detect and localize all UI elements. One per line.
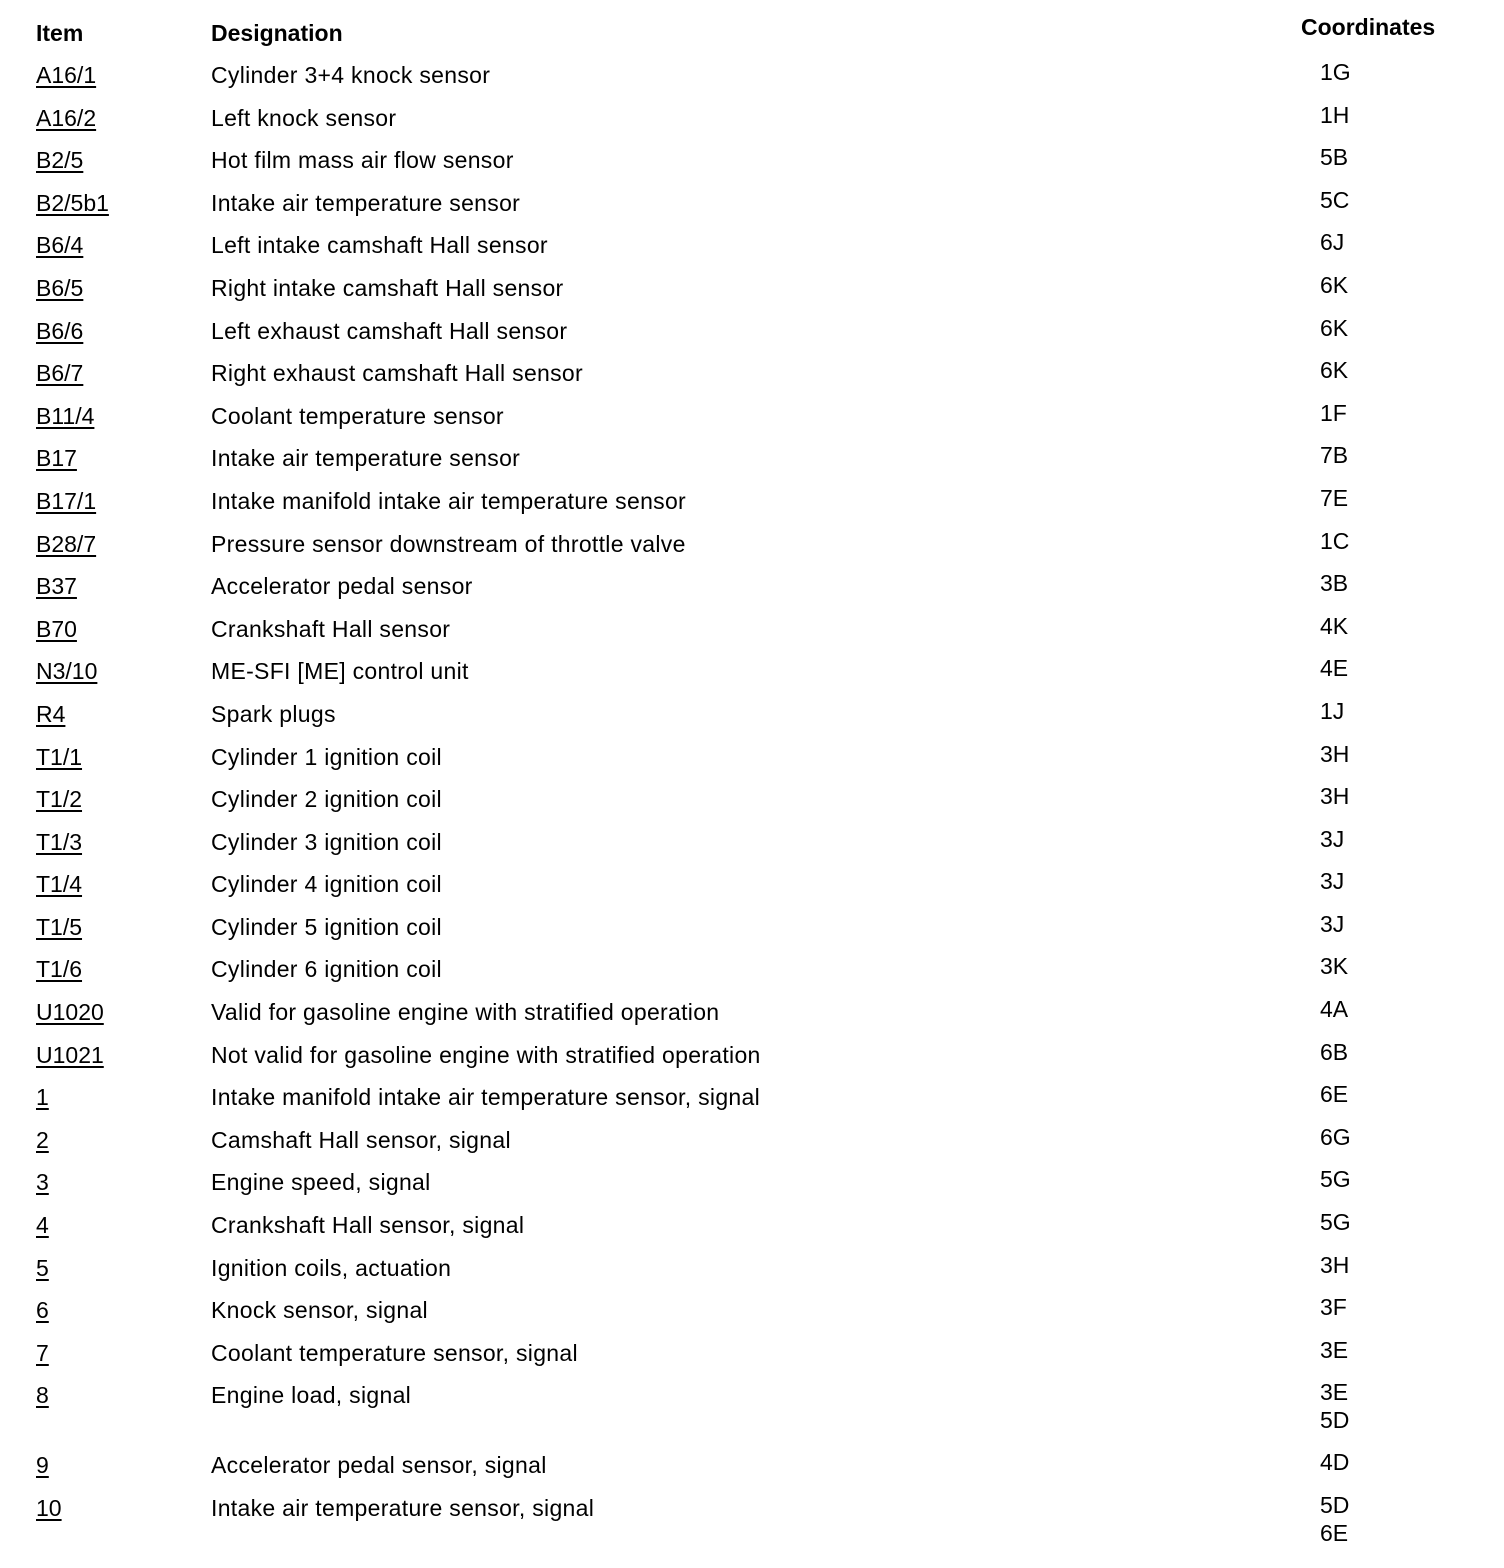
table-row xyxy=(0,1332,1504,1375)
table-row xyxy=(0,523,1504,566)
coordinate-value: 6J xyxy=(1320,229,1345,256)
table-row xyxy=(0,224,1504,267)
coordinate-value: 6G xyxy=(1320,1123,1351,1150)
item-link[interactable]: B70 xyxy=(36,615,77,642)
coordinate-value: 7E xyxy=(1320,484,1349,511)
item-link[interactable]: T1/5 xyxy=(36,913,83,940)
item-link[interactable]: 2 xyxy=(36,1126,49,1153)
table-row xyxy=(0,395,1504,438)
coordinates-cell xyxy=(1320,867,1344,895)
item-link[interactable]: B11/4 xyxy=(36,402,95,429)
coordinates-cell xyxy=(1320,186,1349,214)
designation-text: Pressure sensor downstream of throttle valve xyxy=(211,530,686,557)
table-row xyxy=(0,778,1504,821)
table-row xyxy=(0,480,1504,523)
coordinate-value: 3J xyxy=(1320,825,1345,852)
designation-text: Right intake camshaft Hall sensor xyxy=(211,274,564,301)
designation-text: Cylinder 3+4 knock sensor xyxy=(211,62,491,88)
designation-text: Ignition coils, actuation xyxy=(211,1254,452,1281)
coordinates-cell xyxy=(1320,910,1344,938)
designation-text: Crankshaft Hall sensor, signal xyxy=(211,1212,525,1239)
coordinate-value: 3H xyxy=(1320,783,1350,810)
coordinate-value: 5G xyxy=(1320,1209,1351,1236)
coordinate-value: 3H xyxy=(1320,740,1350,767)
table-row xyxy=(0,693,1504,736)
item-link[interactable]: 9 xyxy=(36,1452,49,1479)
table-row xyxy=(0,948,1504,991)
coordinates-cell xyxy=(1320,1491,1349,1547)
coordinates-cell xyxy=(1320,101,1349,129)
coordinate-value: 1C xyxy=(1320,527,1350,554)
designation-text: Not valid for gasoline engine with stratified operation xyxy=(211,1041,761,1068)
designation-text: Intake manifold intake air temperature sensor xyxy=(211,487,687,514)
coordinate-value: 6E xyxy=(1320,1081,1349,1108)
item-link[interactable]: B6/7 xyxy=(36,360,84,387)
table-row xyxy=(0,1204,1504,1247)
coordinate-value: 3B xyxy=(1320,570,1349,597)
coordinate-value: 5D xyxy=(1320,1407,1350,1434)
coordinates-cell xyxy=(1320,527,1349,555)
designation-text: Cylinder 6 ignition coil xyxy=(211,956,442,983)
item-link[interactable]: B6/5 xyxy=(36,274,84,301)
coordinate-value: 4D xyxy=(1320,1449,1350,1476)
designation-text: Engine load, signal xyxy=(211,1382,412,1409)
table-row xyxy=(0,1487,1504,1557)
coordinate-value: 3E xyxy=(1320,1336,1349,1363)
coordinates-cell xyxy=(1320,58,1351,86)
item-link[interactable]: 8 xyxy=(36,1382,49,1409)
coordinate-value: 4K xyxy=(1320,612,1349,639)
coordinate-value: 6B xyxy=(1320,1038,1349,1065)
coordinate-value: 7B xyxy=(1320,442,1349,469)
coordinates-cell xyxy=(1320,1038,1348,1066)
designation-text: Spark plugs xyxy=(211,700,336,727)
designation-text: Knock sensor, signal xyxy=(211,1297,428,1324)
coordinates-cell xyxy=(1320,952,1348,980)
coordinate-value: 3K xyxy=(1320,953,1349,980)
coordinates-cell xyxy=(1320,995,1348,1023)
table-row xyxy=(0,1444,1504,1487)
coordinate-value: 1G xyxy=(1320,59,1351,85)
designation-text: Intake manifold intake air temperature sensor, signal xyxy=(211,1084,761,1111)
table-header xyxy=(0,0,1504,60)
header-item: Item xyxy=(36,20,84,46)
item-link[interactable]: R4 xyxy=(36,700,66,727)
designation-text: Coolant temperature sensor, signal xyxy=(211,1339,578,1366)
coordinates-cell xyxy=(1320,1123,1351,1151)
table-row xyxy=(0,182,1504,225)
designation-text: Intake air temperature sensor xyxy=(211,189,521,216)
designation-text: Intake air temperature sensor xyxy=(211,445,521,472)
coordinates-cell xyxy=(1320,271,1348,299)
coordinate-value: 6K xyxy=(1320,271,1349,298)
item-link[interactable]: 7 xyxy=(36,1339,49,1366)
coordinate-value: 5D xyxy=(1320,1492,1350,1518)
designation-text: Coolant temperature sensor xyxy=(211,402,504,429)
table-row xyxy=(0,608,1504,651)
table-row xyxy=(0,437,1504,480)
coordinate-value: 4A xyxy=(1320,996,1349,1023)
item-link[interactable]: 1 xyxy=(36,1084,49,1111)
designation-text: Accelerator pedal sensor xyxy=(211,573,473,600)
item-link[interactable]: U1021 xyxy=(36,1041,104,1068)
table-row xyxy=(0,1247,1504,1290)
header-designation: Designation xyxy=(211,20,343,46)
table-row xyxy=(0,650,1504,693)
coordinate-value: 1F xyxy=(1320,399,1347,426)
table-row xyxy=(0,863,1504,906)
item-link[interactable]: 5 xyxy=(36,1254,49,1281)
item-link[interactable]: 3 xyxy=(36,1169,49,1196)
coordinate-value: 1H xyxy=(1320,101,1350,128)
item-link[interactable]: B6/6 xyxy=(36,317,84,344)
item-link[interactable]: U1020 xyxy=(36,999,104,1026)
item-link[interactable]: T1/4 xyxy=(36,871,83,898)
table-row xyxy=(0,1034,1504,1077)
coordinates-cell xyxy=(1320,782,1349,810)
coordinate-value: 3F xyxy=(1320,1294,1347,1321)
coordinate-value: 5B xyxy=(1320,144,1349,171)
coordinates-cell xyxy=(1320,1165,1351,1193)
table-row xyxy=(0,1119,1504,1162)
coordinates-cell xyxy=(1320,654,1348,682)
table-row xyxy=(0,991,1504,1034)
item-link[interactable]: T1/1 xyxy=(36,743,83,770)
coordinate-value: 3J xyxy=(1320,868,1345,895)
table-row xyxy=(0,821,1504,864)
coordinates-cell xyxy=(1320,143,1348,171)
coordinates-cell xyxy=(1320,740,1349,768)
table-row xyxy=(0,1289,1504,1332)
coordinates-cell xyxy=(1320,1293,1347,1321)
designation-text: Left exhaust camshaft Hall sensor xyxy=(211,317,568,344)
item-link[interactable]: N3/10 xyxy=(36,658,98,685)
table-row xyxy=(0,565,1504,608)
table-row xyxy=(0,310,1504,353)
item-link[interactable]: 4 xyxy=(36,1212,49,1239)
coordinates-cell xyxy=(1320,612,1348,640)
coordinate-value: 6K xyxy=(1320,314,1349,341)
designation-text: Right exhaust camshaft Hall sensor xyxy=(211,360,583,387)
table-row xyxy=(0,97,1504,140)
table-row xyxy=(0,54,1504,97)
designation-text: Valid for gasoline engine with stratified operation xyxy=(211,999,720,1026)
designation-text: Cylinder 2 ignition coil xyxy=(211,786,442,813)
item-link[interactable]: A16/1 xyxy=(36,62,97,88)
table-row xyxy=(0,139,1504,182)
coordinates-cell xyxy=(1320,228,1344,256)
table-row xyxy=(0,736,1504,779)
designation-text: Cylinder 3 ignition coil xyxy=(211,828,442,855)
item-link[interactable]: T1/6 xyxy=(36,956,83,983)
table-row xyxy=(0,906,1504,949)
coordinate-value: 4E xyxy=(1320,655,1349,682)
coordinates-cell xyxy=(1320,1208,1351,1236)
coordinates-cell xyxy=(1320,441,1348,469)
coordinates-cell xyxy=(1320,1336,1348,1364)
header-coordinates: Coordinates xyxy=(1301,14,1436,40)
table-row xyxy=(0,1161,1504,1204)
coordinates-cell xyxy=(1320,1378,1349,1434)
designation-text: ME-SFI [ME] control unit xyxy=(211,658,469,685)
item-link[interactable]: T1/2 xyxy=(36,786,83,813)
coordinates-cell xyxy=(1320,825,1344,853)
designation-text: Left knock sensor xyxy=(211,104,397,131)
designation-text: Camshaft Hall sensor, signal xyxy=(211,1126,511,1153)
coordinates-cell xyxy=(1320,1080,1348,1108)
item-link[interactable]: B2/5 xyxy=(36,147,84,174)
coordinates-cell xyxy=(1320,399,1347,427)
coordinate-value: 6K xyxy=(1320,357,1349,384)
item-link[interactable]: B2/5b1 xyxy=(36,189,109,216)
designation-text: Cylinder 5 ignition coil xyxy=(211,913,442,940)
coordinates-cell xyxy=(1320,569,1348,597)
designation-text: Accelerator pedal sensor, signal xyxy=(211,1452,547,1479)
designation-text: Engine speed, signal xyxy=(211,1169,431,1196)
coordinates-cell xyxy=(1320,484,1348,512)
coordinate-value: 5G xyxy=(1320,1166,1351,1193)
item-link[interactable]: T1/3 xyxy=(36,828,83,855)
coordinate-value: 5C xyxy=(1320,186,1350,213)
coordinate-value: 3J xyxy=(1320,910,1345,937)
designation-text: Cylinder 1 ignition coil xyxy=(211,743,442,770)
item-link[interactable]: 10 xyxy=(36,1495,62,1521)
item-link[interactable]: B37 xyxy=(36,573,77,600)
coordinates-cell xyxy=(1320,314,1348,342)
coordinates-cell xyxy=(1320,1251,1349,1279)
table-body xyxy=(0,54,1504,1557)
coordinate-value: 3H xyxy=(1320,1251,1350,1278)
item-link[interactable]: B28/7 xyxy=(36,530,97,557)
coordinates-cell xyxy=(1320,697,1344,725)
coordinate-value: 3E xyxy=(1320,1379,1349,1406)
item-link[interactable]: B17 xyxy=(36,445,77,472)
coordinates-cell xyxy=(1320,1448,1349,1476)
table-row xyxy=(0,1076,1504,1119)
table-row xyxy=(0,1374,1504,1444)
designation-text: Left intake camshaft Hall sensor xyxy=(211,232,548,259)
designation-text: Crankshaft Hall sensor xyxy=(211,615,451,642)
designation-text: Intake air temperature sensor, signal xyxy=(211,1495,595,1521)
item-link[interactable]: B17/1 xyxy=(36,487,97,514)
coordinates-cell xyxy=(1320,356,1348,384)
designation-text: Hot film mass air flow sensor xyxy=(211,147,514,174)
designation-text: Cylinder 4 ignition coil xyxy=(211,871,442,898)
table-row xyxy=(0,352,1504,395)
item-link[interactable]: A16/2 xyxy=(36,104,97,131)
coordinate-value: 1J xyxy=(1320,697,1345,724)
coordinate-value: 6E xyxy=(1320,1520,1349,1546)
item-link[interactable]: B6/4 xyxy=(36,232,84,259)
item-link[interactable]: 6 xyxy=(36,1297,49,1324)
table-row xyxy=(0,267,1504,310)
